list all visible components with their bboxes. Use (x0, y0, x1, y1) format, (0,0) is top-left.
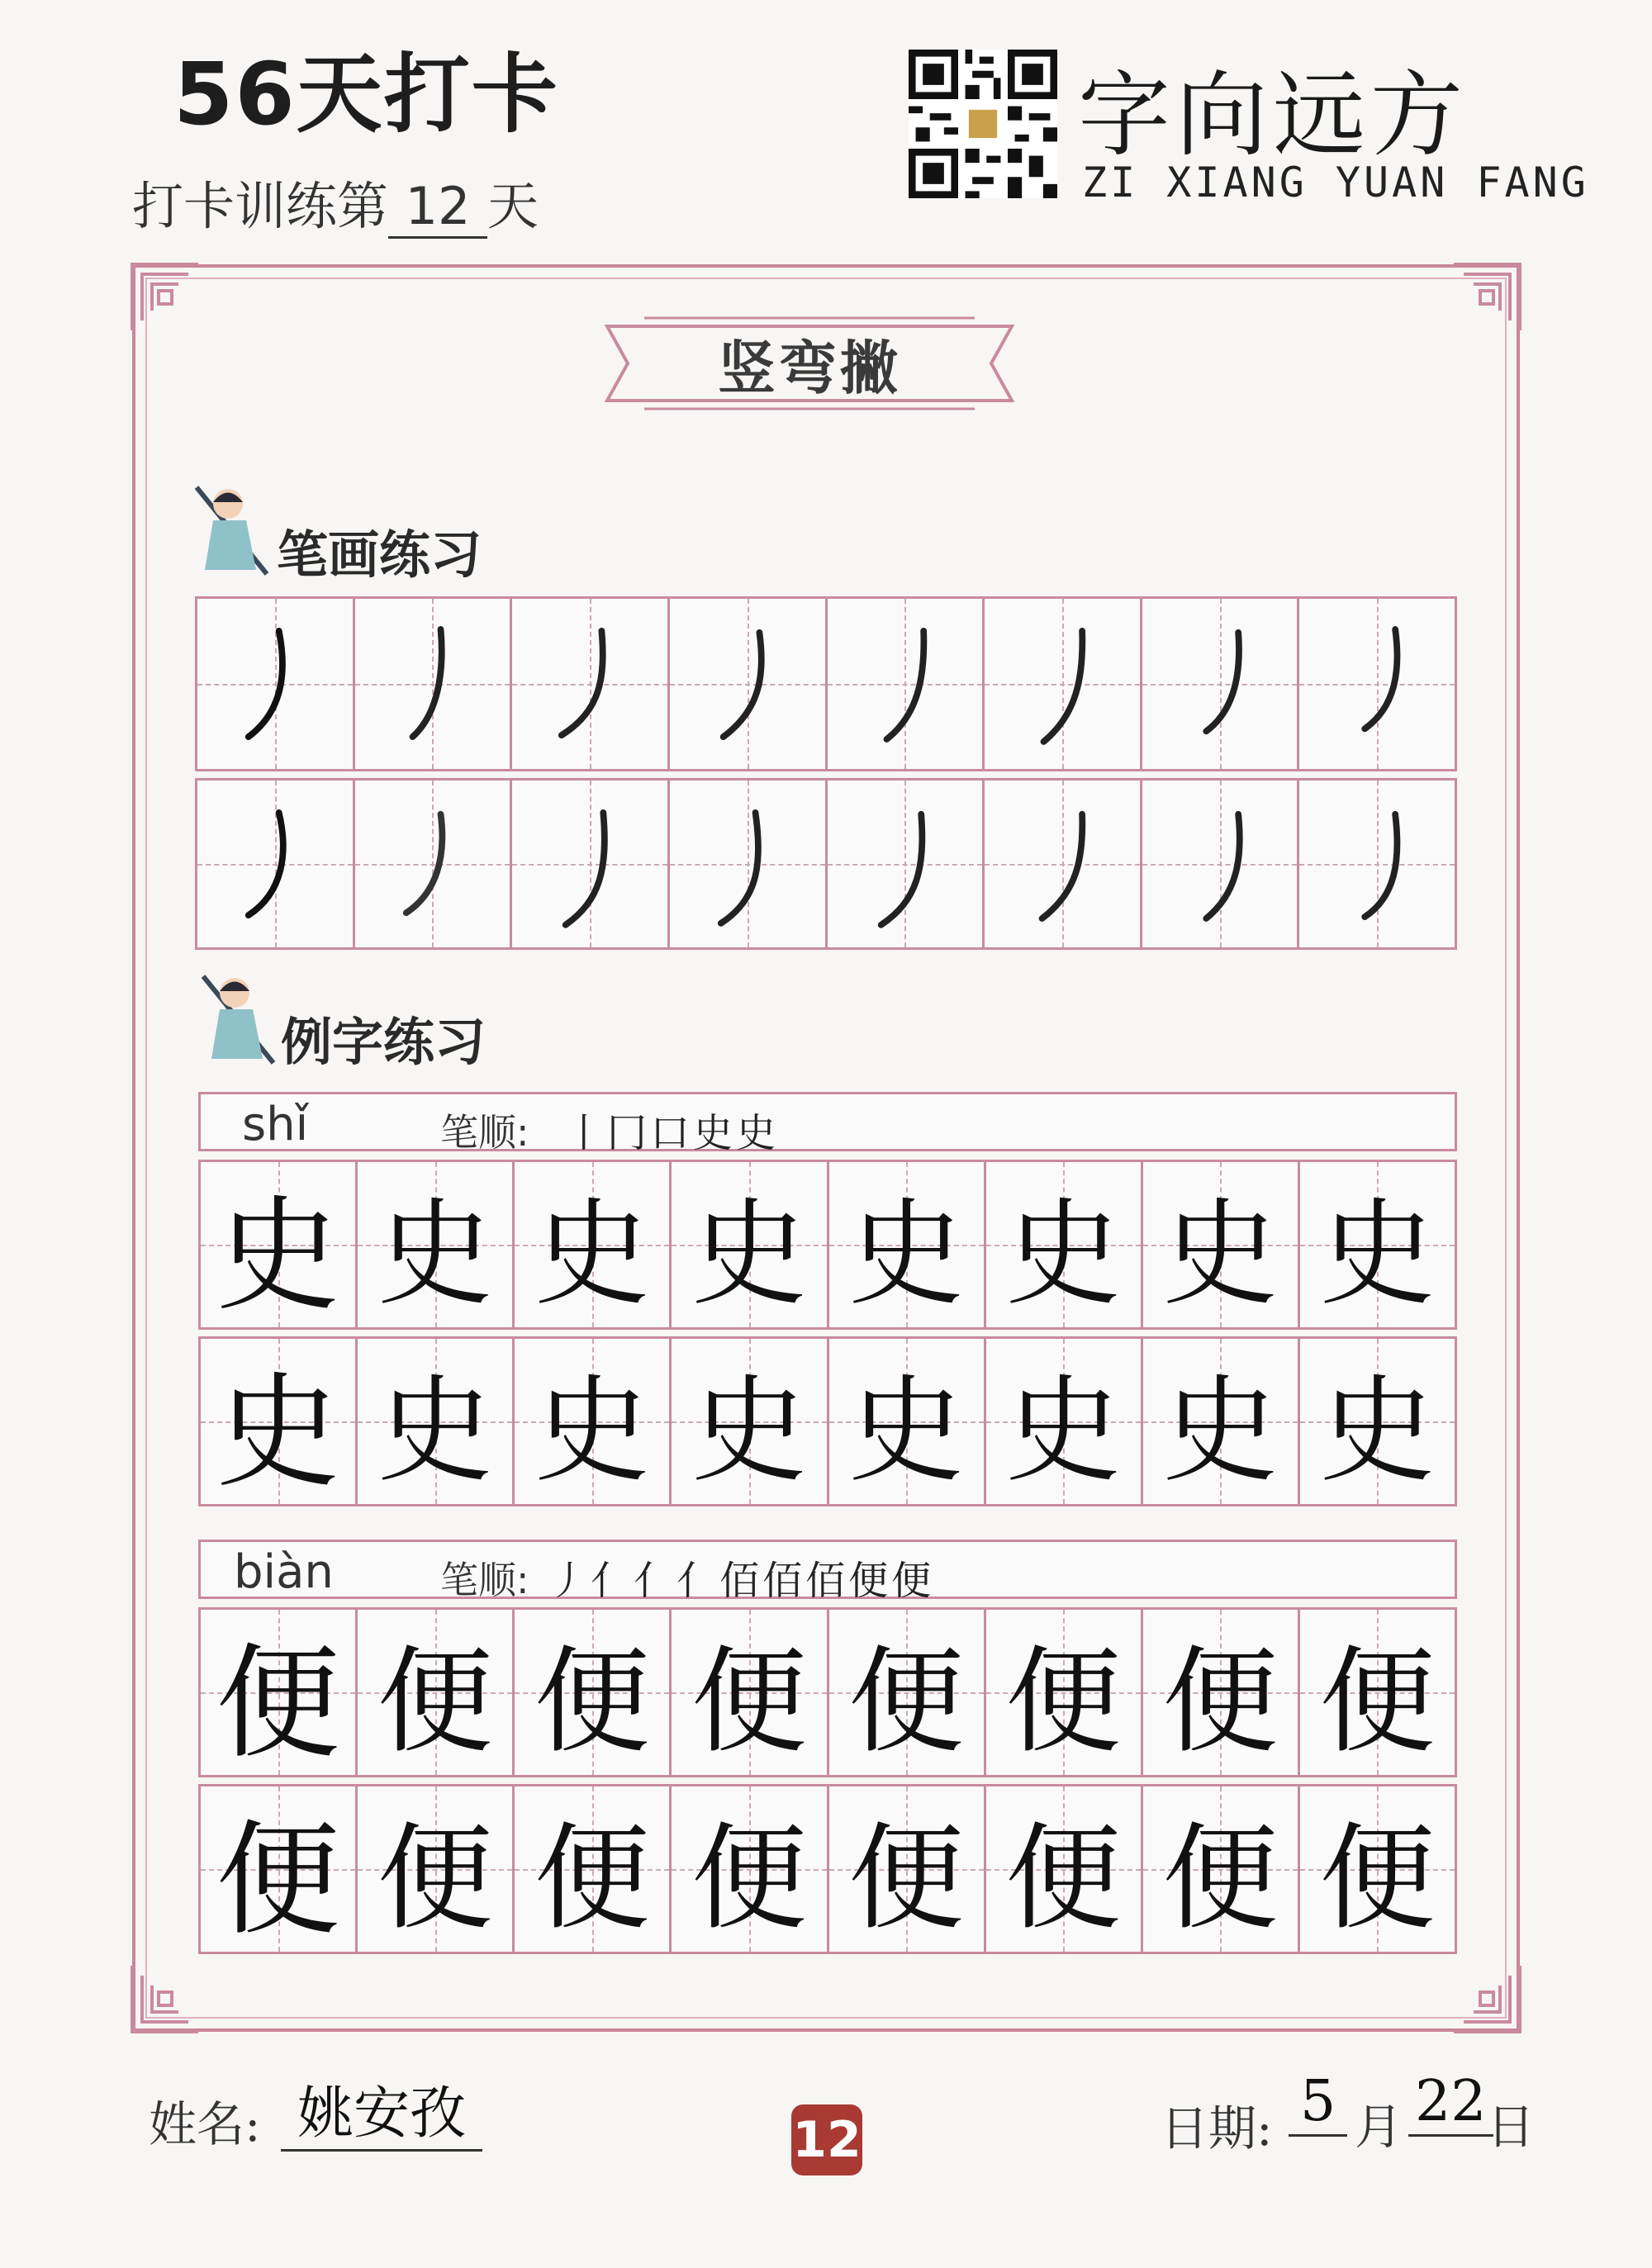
practice-grid-row (198, 1784, 1457, 1954)
practice-cell[interactable] (829, 1610, 986, 1775)
handwritten-character: 史 (691, 1187, 807, 1322)
stroke-cell[interactable] (512, 781, 670, 947)
month-field[interactable]: 5 (1289, 2069, 1347, 2137)
page-title: 56天打卡 (173, 44, 559, 145)
stroke-glyph-icon (512, 781, 667, 947)
handwritten-character: 史 (691, 1364, 807, 1499)
stroke-cell[interactable] (512, 599, 670, 769)
handwritten-character: 史 (1319, 1187, 1436, 1322)
practice-cell[interactable] (672, 1610, 828, 1775)
stroke-glyph-icon (670, 599, 825, 769)
stroke-glyph-icon (985, 781, 1140, 947)
stroke-glyph-icon (1142, 781, 1298, 947)
day-suffix: 天 (487, 176, 539, 236)
stroke-glyph-icon (355, 781, 510, 947)
model-character: 便 (216, 1632, 340, 1776)
stroke-glyph-icon (670, 781, 825, 947)
stroke-order-label: 笔顺: (440, 1110, 529, 1155)
handwritten-character: 便 (1005, 1635, 1122, 1770)
handwritten-character: 便 (534, 1635, 650, 1770)
practice-cell[interactable] (1143, 1610, 1300, 1775)
stroke-cell[interactable] (985, 599, 1142, 769)
handwritten-character: 便 (534, 1811, 650, 1947)
stroke-cell[interactable] (355, 599, 513, 769)
practice-cell[interactable] (515, 1162, 672, 1327)
stroke-grid-row-2 (195, 778, 1457, 950)
practice-cell[interactable] (515, 1339, 672, 1504)
stroke-cell[interactable] (1299, 781, 1455, 947)
day-field[interactable]: 22 (1408, 2069, 1493, 2137)
practice-cell[interactable] (1300, 1610, 1455, 1775)
handwritten-character: 便 (691, 1811, 807, 1947)
handwritten-character: 史 (534, 1364, 650, 1499)
practice-cell[interactable] (358, 1162, 515, 1327)
stroke-glyph-icon (197, 781, 353, 947)
stroke-glyph-icon (197, 599, 353, 769)
handwritten-character: 史 (1319, 1364, 1436, 1499)
practice-cell-model[interactable] (201, 1162, 358, 1327)
handwritten-character: 便 (1319, 1635, 1436, 1770)
stroke-cell[interactable] (985, 781, 1142, 947)
handwritten-character: 便 (1005, 1811, 1122, 1947)
day-prefix: 打卡训练第 (132, 176, 389, 236)
scholar-girl-icon (195, 968, 286, 1067)
pinyin-label: biàn (234, 1545, 334, 1599)
practice-cell-model[interactable] (201, 1339, 358, 1504)
practice-cell[interactable] (1300, 1162, 1455, 1327)
stroke-cell[interactable] (1299, 599, 1455, 769)
stroke-glyph-icon (985, 599, 1140, 769)
model-character: 史 (216, 1184, 340, 1328)
handwritten-character: 便 (848, 1635, 965, 1770)
handwritten-character: 便 (691, 1635, 807, 1770)
corner-ornament-icon (1446, 256, 1528, 339)
practice-cell[interactable] (986, 1786, 1143, 1952)
practice-cell[interactable] (515, 1786, 672, 1952)
practice-grid-row (198, 1160, 1457, 1330)
handwritten-character: 史 (534, 1187, 650, 1322)
practice-cell[interactable] (358, 1339, 515, 1504)
practice-cell[interactable] (1143, 1339, 1300, 1504)
practice-cell[interactable] (672, 1339, 828, 1504)
practice-cell-model[interactable] (201, 1610, 358, 1775)
handwritten-character: 史 (377, 1187, 493, 1322)
day-label: 日 (1487, 2099, 1536, 2155)
stroke-glyph-icon (1142, 599, 1298, 769)
stroke-glyph-icon (1299, 781, 1455, 947)
model-character: 史 (216, 1361, 340, 1505)
practice-cell[interactable] (1143, 1162, 1300, 1327)
qr-code-icon (909, 50, 1057, 198)
stroke-grid-row-1 (195, 596, 1457, 771)
handwritten-character: 史 (1005, 1364, 1122, 1499)
stroke-order-sequence: 丨冂口史史 (564, 1110, 780, 1156)
handwritten-character: 史 (848, 1364, 965, 1499)
stroke-name-title: 竖弯撇 (718, 335, 901, 402)
practice-cell[interactable] (1300, 1339, 1455, 1504)
stroke-glyph-icon (1299, 599, 1455, 769)
day-number: 12 (388, 176, 487, 239)
brand-pinyin: ZI XIANG YUAN FANG (1082, 159, 1589, 206)
handwritten-character: 史 (377, 1364, 493, 1499)
stroke-cell[interactable] (197, 781, 355, 947)
practice-cell[interactable] (358, 1610, 515, 1775)
handwritten-character: 史 (1162, 1187, 1279, 1322)
handwritten-character: 史 (1162, 1364, 1279, 1499)
practice-cell[interactable] (986, 1339, 1143, 1504)
day-counter (132, 165, 539, 239)
practice-cell[interactable] (986, 1610, 1143, 1775)
stroke-order-sequence: 丿亻亻亻佰佰佰便便 (548, 1558, 935, 1604)
name-label: 姓名: (149, 2096, 261, 2152)
name-field[interactable]: 姚安孜 (281, 2069, 482, 2152)
practice-cell[interactable] (672, 1786, 828, 1952)
model-character: 便 (216, 1809, 340, 1952)
stroke-order-label: 笔顺: (440, 1558, 529, 1602)
stroke-cell[interactable] (828, 781, 985, 947)
month-label: 月 (1355, 2099, 1403, 2155)
example-practice-heading: 例字练习 (281, 1012, 487, 1072)
handwritten-character: 便 (1319, 1811, 1436, 1947)
page-number-badge: 12 (791, 2104, 862, 2175)
corner-ornament-icon (124, 1957, 206, 2040)
character-info-bar (198, 1092, 1457, 1156)
practice-cell[interactable] (515, 1610, 672, 1775)
practice-cell[interactable] (829, 1162, 986, 1327)
practice-cell-model[interactable] (201, 1786, 358, 1952)
practice-grid-row (198, 1607, 1457, 1777)
pinyin-label: shǐ (242, 1098, 309, 1151)
stroke-practice-heading: 笔画练习 (277, 524, 482, 585)
stroke-cell[interactable] (355, 781, 513, 947)
stroke-glyph-icon (355, 599, 510, 769)
stroke-cell[interactable] (670, 599, 828, 769)
practice-cell[interactable] (829, 1786, 986, 1952)
stroke-cell[interactable] (1142, 599, 1300, 769)
handwritten-character: 便 (1162, 1811, 1279, 1947)
practice-cell[interactable] (829, 1339, 986, 1504)
date-label: 日期: (1161, 2100, 1273, 2156)
handwritten-character: 便 (377, 1811, 493, 1947)
stroke-cell[interactable] (1142, 781, 1300, 947)
practice-cell[interactable] (1300, 1786, 1455, 1952)
stroke-glyph-icon (828, 781, 983, 947)
practice-cell[interactable] (1143, 1786, 1300, 1952)
scholar-girl-icon (188, 479, 279, 578)
stroke-glyph-icon (512, 599, 667, 769)
stroke-glyph-icon (828, 599, 983, 769)
handwritten-character: 便 (377, 1635, 493, 1770)
corner-ornament-icon (1446, 1957, 1528, 2040)
stroke-cell[interactable] (670, 781, 828, 947)
practice-cell[interactable] (986, 1162, 1143, 1327)
stroke-cell[interactable] (197, 599, 355, 769)
handwritten-character: 史 (848, 1187, 965, 1322)
character-info-bar (198, 1540, 1457, 1604)
stroke-cell[interactable] (828, 599, 985, 769)
practice-grid-row (198, 1336, 1457, 1506)
brand-logo-text: 字向远方 (1078, 62, 1468, 169)
corner-ornament-icon (124, 256, 206, 339)
handwritten-character: 便 (1162, 1635, 1279, 1770)
handwritten-character: 便 (848, 1811, 965, 1947)
practice-cell[interactable] (358, 1786, 515, 1952)
practice-cell[interactable] (672, 1162, 828, 1327)
handwritten-character: 史 (1005, 1187, 1122, 1322)
